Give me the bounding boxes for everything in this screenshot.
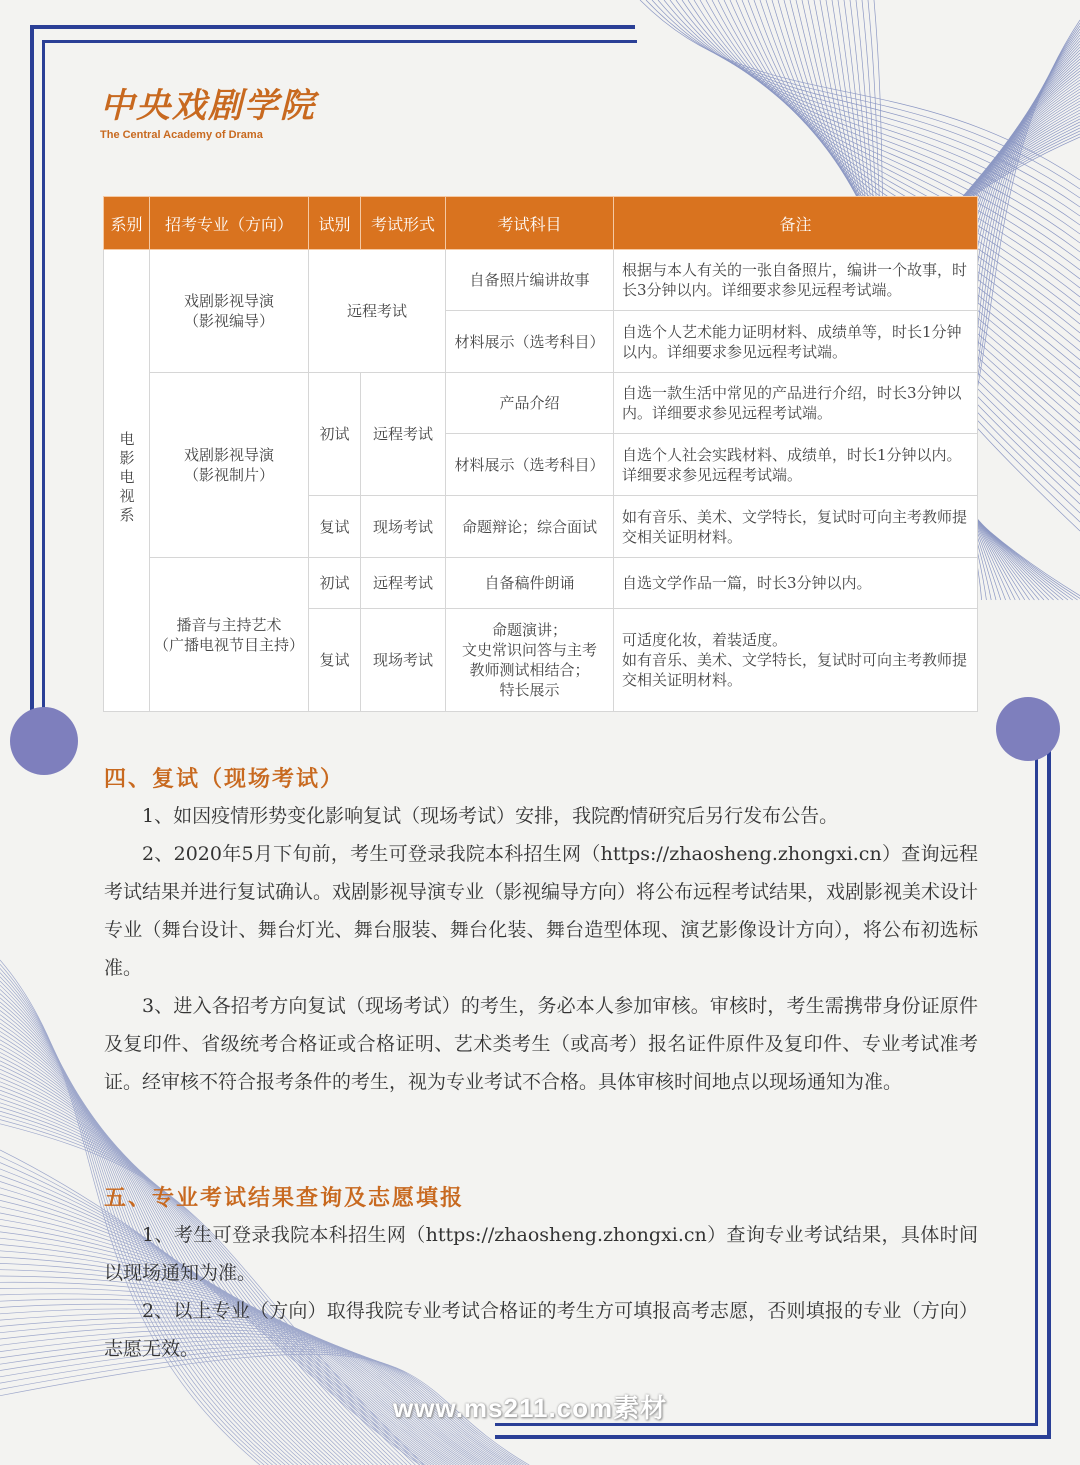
round-cell: 复试 xyxy=(309,609,361,712)
dept-cell: 电影电视系 xyxy=(104,250,150,712)
section-4-paragraph-3: 3、进入各招考方向复试（现场考试）的考生，务必本人参加审核。审核时，考生需携带身份证原件及复印件、省级统考合格证或合格证明、艺术类考生（或高考）报名证件原件及复印件、专业考试准考证。经审核不符合报考条件的考生，视为专业考试不合格。具体审核时间地点以现场通知为准。 xyxy=(104,995,978,1093)
logo-english: The Central Academy of Drama xyxy=(100,129,263,141)
subject-cell: 自备稿件朗诵 xyxy=(446,558,614,609)
th-major: 招考专业（方向） xyxy=(150,197,309,250)
th-form: 考试形式 xyxy=(361,197,446,250)
note-cell: 自选文学作品一篇，时长3分钟以内。 xyxy=(614,558,978,609)
table-row xyxy=(104,373,978,434)
frame-line-left-inner xyxy=(42,40,45,730)
frame-line-top-inner xyxy=(42,40,637,43)
exam-table xyxy=(103,196,978,712)
table-row xyxy=(104,250,978,311)
subject-cell: 产品介绍 xyxy=(446,373,614,434)
section-5-paragraph-2: 2、以上专业（方向）取得我院专业考试合格证的考生方可填报高考志愿，否则填报的专业（方向）志愿无效。 xyxy=(104,1300,978,1360)
major-cell: 戏剧影视导演 （影视编导） xyxy=(150,250,309,373)
form-cell: 现场考试 xyxy=(361,609,446,712)
subject-cell: 自备照片编讲故事 xyxy=(446,250,614,311)
form-cell: 远程考试 xyxy=(361,373,446,496)
section-4-paragraph-1: 1、如因疫情形势变化影响复试（现场考试）安排，我院酌情研究后另行发布公告。 xyxy=(142,805,839,827)
frame-line-right-inner xyxy=(1035,730,1038,1425)
form-cell: 现场考试 xyxy=(361,496,446,558)
subject-cell: 材料展示（选考科目） xyxy=(446,311,614,373)
form-cell: 远程考试 xyxy=(309,250,446,373)
frame-line-bottom xyxy=(495,1435,1051,1439)
table-row xyxy=(104,558,978,609)
round-cell: 复试 xyxy=(309,496,361,558)
academy-logo xyxy=(100,78,316,141)
note-cell: 可适度化妆，着装适度。 如有音乐、美术、文学特长，复试时可向主考教师提交相关证明材料。 xyxy=(614,609,978,712)
subject-cell: 材料展示（选考科目） xyxy=(446,434,614,496)
frame-line-left-outer xyxy=(30,25,34,737)
table-header-row xyxy=(104,197,978,250)
note-cell: 自选个人艺术能力证明材料、成绩单等，时长1分钟以内。详细要求参见远程考试端。 xyxy=(614,311,978,373)
th-dept: 系别 xyxy=(104,197,150,250)
section-4-title: 四、复试（现场考试） xyxy=(104,766,345,792)
frame-line-right-outer xyxy=(1047,720,1051,1438)
watermark-text: www.ms211.com素材 xyxy=(393,1393,668,1423)
section-5-paragraph-1: 1、考生可登录我院本科招生网（https://zhaosheng.zhongxi.cn）查询专业考试结果，具体时间以现场通知为准。 xyxy=(104,1224,978,1284)
note-cell: 自选一款生活中常见的产品进行介绍，时长3分钟以内。详细要求参见远程考试端。 xyxy=(614,373,978,434)
th-subject: 考试科目 xyxy=(446,197,614,250)
th-note: 备注 xyxy=(614,197,978,250)
round-cell: 初试 xyxy=(309,558,361,609)
form-cell: 远程考试 xyxy=(361,558,446,609)
decor-circle-right xyxy=(996,697,1060,761)
subject-cell: 命题演讲； 文史常识问答与主考 教师测试相结合； 特长展示 xyxy=(446,609,614,712)
section-4-paragraph-2: 2、2020年5月下旬前，考生可登录我院本科招生网（https://zhaosheng.zhongxi.cn）查询远程考试结果并进行复试确认。戏剧影视导演专业（影视编导方向）将公布远程考试结果，戏剧影视美术设计专业（舞台设计、舞台灯光、舞台服装、舞台化装、舞台造型体现、演艺影像设计方向），将公布初选标准。 xyxy=(104,843,979,979)
note-cell: 根据与本人有关的一张自备照片，编讲一个故事，时长3分钟以内。详细要求参见远程考试端。 xyxy=(614,250,978,311)
decor-circle-left xyxy=(10,707,78,775)
note-cell: 如有音乐、美术、文学特长，复试时可向主考教师提交相关证明材料。 xyxy=(614,496,978,558)
major-cell: 戏剧影视导演 （影视制片） xyxy=(150,373,309,558)
frame-line-top xyxy=(30,25,635,29)
th-round: 试别 xyxy=(309,197,361,250)
major-cell: 播音与主持艺术 （广播电视节目主持） xyxy=(150,558,309,712)
section-5-title: 五、专业考试结果查询及志愿填报 xyxy=(104,1185,465,1211)
round-cell: 初试 xyxy=(309,373,361,496)
logo-chinese: 中央戏剧学院 xyxy=(100,86,316,126)
subject-cell: 命题辩论；综合面试 xyxy=(446,496,614,558)
note-cell: 自选个人社会实践材料、成绩单，时长1分钟以内。详细要求参见远程考试端。 xyxy=(614,434,978,496)
